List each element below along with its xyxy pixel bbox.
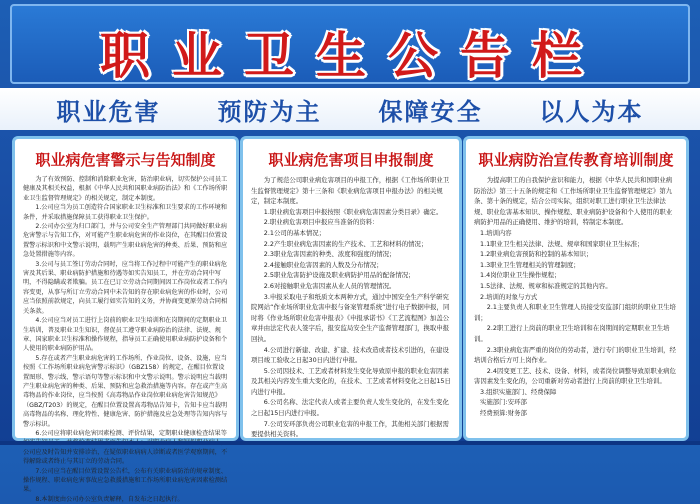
slogan-3: 保障安全 [378,96,483,126]
paragraph: 4.公司进行新建、改建、扩建、技术改造或者技术引进的，在建设项目竣工验收之日起30日内进行申报。 [251,345,449,365]
panel-training [463,136,689,441]
title-banner [10,4,690,84]
panel-title: 职业病危害项目申报制度 [268,151,434,169]
paragraph: 2.2职工进行上岗前的职业卫生培训和在岗期间的定期职业卫生培训。 [474,324,670,343]
slogan-4: 以人为本 [539,96,644,126]
bottom-border [0,441,700,445]
paragraph: 3.组织实施部门、经费保障 [480,387,557,396]
paragraph: 2.4因变更工艺、技术、设备、材料，或者岗位调整导致原职业病危害因素发生变化的，公司重新对劳动者进行上岗前的职业卫生培训。 [474,366,676,386]
slogan-2: 预防为主 [217,96,322,126]
paragraph: 2.1主要负责人和职业卫生管理人员接受安监部门组织的职业卫生培训； [474,303,676,322]
paragraph: 5.公司因技术、工艺或者材料发生变化导致原申报的职业危害因素及其相关内容发生重大变化的，在技术、工艺或者材料变化之日起15日内进行申报。 [251,366,451,396]
paragraph: 3.申报采取电子和纸质文本两种方式，通过中国安全生产科学研究院网站“作业场所职业危害申报与备案管理系统”进行电子数据申报，同时将《作业场所职业危害申报表》《申报承诺书》《工艺流程图》加盖公章并由法定代表人签字后，报安监局安全生产监督管理部门，换取申报回执。 [251,292,450,343]
paragraph: 7.公司应当在醒目位置设置公告栏，公布有关职业病防治的规章制度、操作规程、职业病危害事故应急救援措施和工作场所职业病危害因素检测结果。 [23,467,228,494]
panel-title: 职业病危害警示与告知制度 [35,151,216,169]
paragraph: 1.5法律、法规、规章和标准规定的其他内容。 [480,281,612,290]
paragraph: 1.公司应当为员工创造符合国家职业卫生标准和卫生要求的工作环境和条件，并采取措施保障员工获得职业卫生保护。 [23,204,227,221]
paragraph: 2.6对接触职业危害因素从业人员的管理情况。 [263,281,396,290]
panel-body [251,175,451,440]
paragraph: 2.1公司的基本情况； [263,228,326,237]
paragraph: 6.公司应将职业病危害因素检测、评价结果，定期职业健康检查结果等 公司应及时告知并安排诊治，在疑似职业病病人诊断或者医学观察期间，不得解除或者终止与其订立的劳动合同。 [23,429,228,466]
paragraph: 5.存在或者产生职业病危害的工作场所、作业岗位、设备、设施，应当按照《工作场所职业病危害警示标识》（GBZ158）的规定，在醒目位置设置图形、警示线、警示语句等警示标识和中文警示说明。警示说明应当载明产生职业病危害的种类、后果、预防和应急救治措施等内容。存在或产生高毒物品的作业岗位，应当按照《高毒物品作业岗位职业病危害告知规范》（GBZ/T203）的规定，在醒目位置设置高毒物品告知卡，告知卡应当载明高毒物品的名称、理化特性、健康危害、防护措施及应急处理等告知内容与警示标识。 [23,354,228,428]
paragraph: 1.培训内容 [480,228,512,237]
paragraph: 2.公司办公室为归口部门，并与公司安全生产管理部门共同做好职业病危害警示与告知工作，对可能产生职业病危害的作业岗位，在其醒目位置设置警示标识和中文警示说明，载明产生职业病危害的种类、后果、预防和应急处置措施等内容。 [23,223,228,259]
paragraph: 2.培训的对象与方式 [480,292,538,301]
paragraph: 为提高职工的自我保护意识和能力，根据《中华人民共和国职业病防治法》第三十五条的规定和《工作场所职业卫生监督管理规定》第九条、第十条的规定，结合公司实际，组织对职工进行职业卫生法律法规、职业危害基本知识、操作规程、职业病防护设备和个人使用的职业病防护用品的正确使用、维护的培训，特制定本制度。 [474,176,673,227]
paragraph: 经费预算:财务部 [480,409,527,418]
paragraph: 为了规范公司职业病危害项目的申报工作，根据《工作场所职业卫生监督管理规定》第十三条和《职业病危害项目申报办法》的相关规定，制定本制度。 [251,176,450,206]
panel-title: 职业病防治宣传教育培训制度 [478,151,674,169]
paragraph: 1.职业病危害项目申报按照《职业病危害因素分类目录》确定。 [263,207,443,216]
paragraph: 2.5职业危害防护设施及职业病防护用品的配备情况； [263,271,415,280]
panel-warning-notice [12,136,239,503]
panel-body [474,175,678,419]
paragraph: 为了有效预防、控制和消除职业危害，防治职业病，切实保护公司员工健康及其相关权益，根据《中华人民共和国职业病防治法》和《工作场所职业卫生监督管理规定》的相关规定，制定本制度。 [23,176,228,202]
paragraph: 2.2产生职业病危害因素的生产技术、工艺和材料的情况； [263,239,428,248]
paragraph: 2.3职业病危害严重的岗位的劳动者，进行专门的职业卫生培训，经培训合格后方可上岗作业。 [474,345,676,365]
paragraph: 8.本制度由公司办公室负责解释，自发布之日起执行。 [35,495,184,503]
paragraph: 2.4接触职业危害因素的人数及分布情况； [263,260,383,269]
paragraph: 4.公司应当对员工进行上岗前的职业卫生培训和在岗期间的定期职业卫生培训，普及职业卫生知识，督促员工遵守职业病防治的法律、法规、规章、国家职业卫生标准和操作规程，指导员工正确使用职业病防护设备和个人使用的职业病防护用品。 [23,317,228,353]
slogan-1: 职业危害 [56,96,161,126]
paragraph: 实施部门:安环部 [480,398,527,407]
paragraph: 1.2职业病危害预防和控制的基本知识； [480,250,593,259]
panel-hazard-declaration [240,136,462,441]
paragraph: 2.职业病危害项目申报应当准备的资料： [263,218,379,227]
paragraph: 2.3职业危害因素的种类、浓度和强度的情况； [263,250,396,259]
paragraph: 6.公司名称、法定代表人或者主要负责人发生变化的，在发生变化之日起15日内进行申报。 [251,398,449,418]
paragraph: 3.公司与员工签订劳动合同时，应当将工作过程中可能产生的职业病危害及其后果、职业病防护措施和待遇等如实告知员工，并在劳动合同中写明，不得隐瞒或者欺骗。员工在已订立劳动合同期间因工作岗位或者工作内容变更，从事与所订立劳动合同中未告知的存在职业病危害的作业时，公司应当依照前款规定，向员工履行如实告知的义务，并协商变更原劳动合同相关条款。 [23,260,228,315]
paragraph: 1.3职业卫生管理相关的管理制度； [480,260,580,269]
panel-body [23,175,228,504]
paragraph: 1.4岗位职业卫生操作规程； [480,271,561,280]
paragraph: 7.公司安环部负责公司职业危害的申报工作，其他相关部门根据需要提供相关资料。 [251,419,449,439]
slogan-bar [0,88,700,130]
board-title: 职业卫生公告栏 [100,26,604,85]
paragraph: 1.1职业卫生相关法律、法规、规章和国家职业卫生标准； [480,239,644,248]
